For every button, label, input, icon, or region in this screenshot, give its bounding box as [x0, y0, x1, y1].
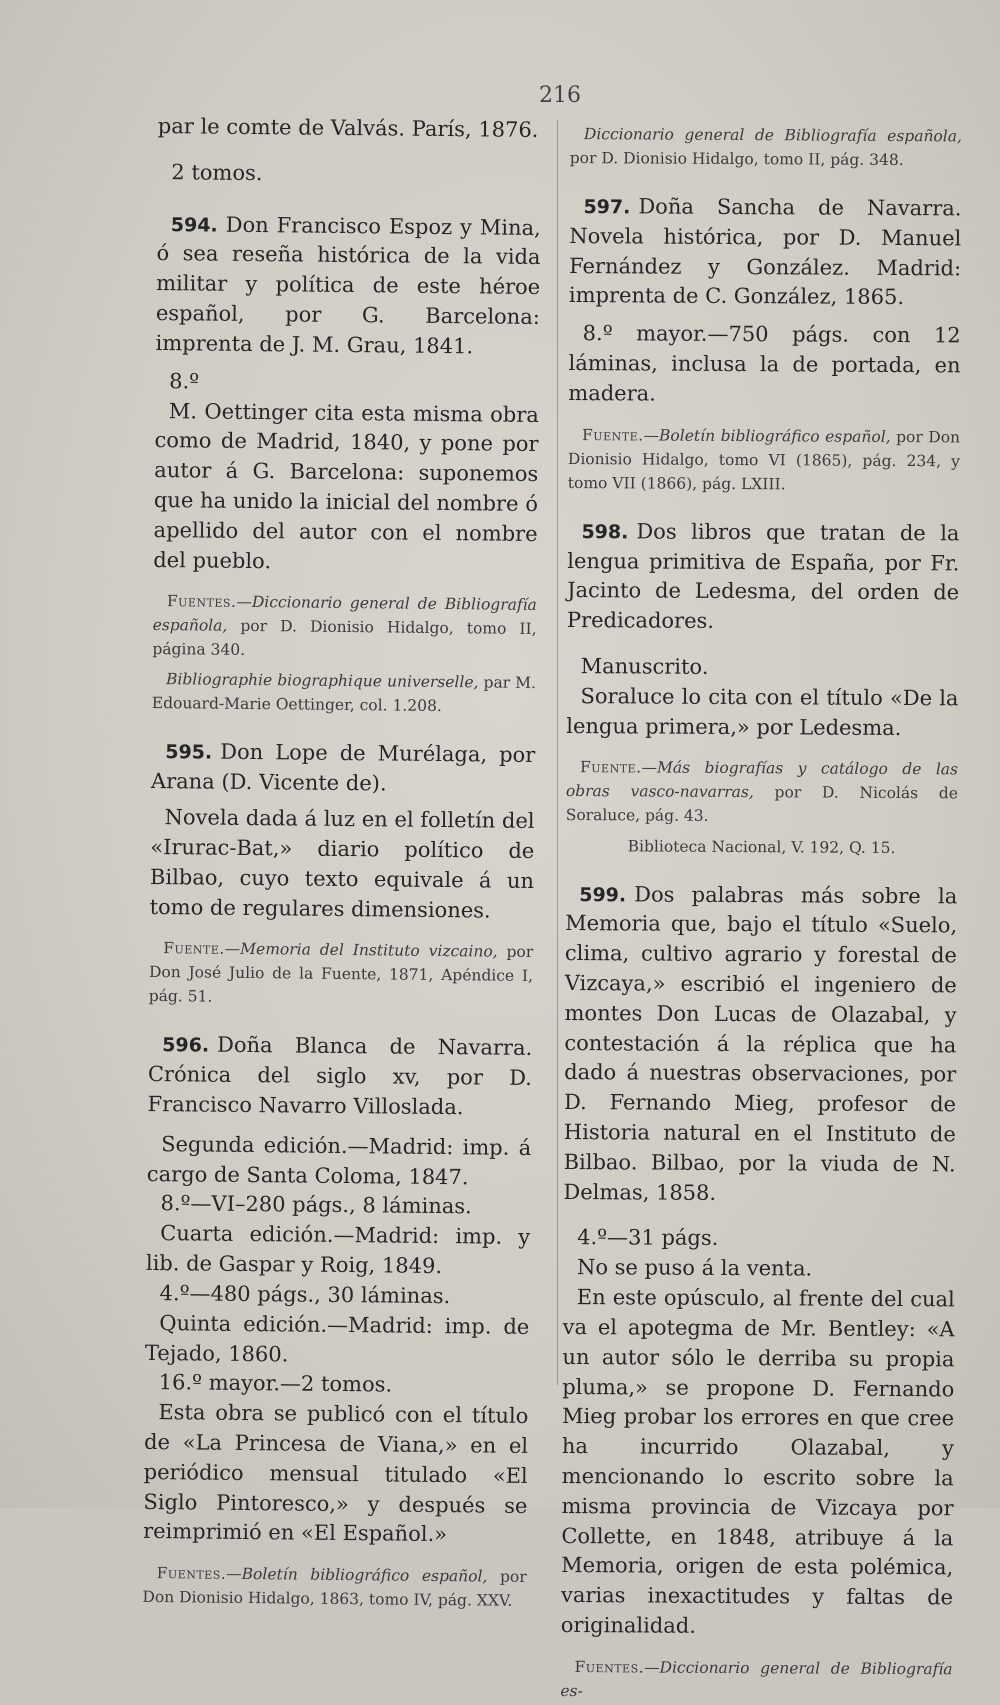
entry-format: 8.º: [169, 368, 200, 394]
source-title: Diccionario general de Bibliografía española,: [152, 593, 537, 636]
source-lead: Fuentes.: [156, 1564, 227, 1583]
source-rest: por D. Dionisio Hidalgo, tomo II, página 340.: [152, 617, 537, 660]
entry-format: 4.º—31 págs.: [577, 1225, 719, 1251]
source-rest: por Don Dionisio Hidalgo, 1863, tomo IV, pág. XXV.: [142, 1567, 527, 1610]
entry-source: Fuente.—Boletín bibliográfico español, por Don Dionisio Hidalgo, tomo VI (1865), pág. 234, y tomo VII (1866), pág. LXIII.: [567, 425, 961, 494]
entry-note: Soraluce lo cita con el título «De la lengua primera,» por Ledesma.: [566, 683, 959, 740]
source-lead: Fuente.: [582, 425, 644, 445]
entry-title: Doña Sancha de Navarra. Novela histórica, por D. Manuel Fernández y González. Madrid: imprenta de C. González, 1865.: [568, 194, 962, 310]
entry-number: 598.: [581, 520, 629, 544]
entry-source: Fuente.—Memoria del Instituto vizcaino, por Don José Julio de la Fuente, 1871, Apéndice I, pág. 51.: [148, 939, 534, 1006]
entry-number: 595.: [165, 741, 213, 765]
entry-number: 596.: [162, 1034, 210, 1057]
continued-source: [570, 122, 962, 172]
entry-note: En este opúsculo, al frente del cual va el apotegma de Mr. Bentley: «A un autor sólo le derriba su propia pluma,» se propone D. Fernando Mieg probar los errores en que cree ha incurrido Olazabal, y mencionando lo escrito sobre la misma provincia de Vizcaya por Collette, en 1848, atribuye á la Memoria, origen de esta polémica, varias inexactitudes y faltas de originalidad.: [560, 1285, 955, 1638]
page-number: 216: [539, 83, 581, 108]
entry-598: [566, 517, 960, 860]
entry-source-2: [152, 667, 536, 719]
entry-597: [568, 192, 962, 497]
entry-format: Manuscrito.: [580, 654, 709, 679]
source-lead: Fuentes.: [574, 1657, 645, 1677]
entry-format: 8.º mayor.—750 págs. con 12 láminas, inclusa la de portada, en madera.: [568, 321, 961, 406]
entry-title: Doña Blanca de Navarra. Crónica del siglo xv, por D. Francisco Navarro Villoslada.: [147, 1033, 533, 1120]
entry-note: No se puso á la venta.: [576, 1255, 813, 1281]
source-rest: por Don José Julio de la Fuente, 1871, Apéndice I, pág. 51.: [148, 942, 534, 1006]
right-column: [560, 122, 962, 1705]
entry-source: Fuentes.—Boletín bibliográfico español, por Don Dionisio Hidalgo, 1863, tomo IV, pág. XXV.: [142, 1564, 527, 1610]
entry-note: Novela dada á luz en el folletín del «Irurac-Bat,» diario político de Bilbao, cuyo texto equivale á un tomo de regulares dimensiones.: [149, 805, 535, 923]
entry-number: 599.: [579, 883, 627, 906]
entry-number: 594.: [170, 213, 218, 237]
source-lead: Fuente.: [163, 939, 225, 959]
entry-source: Fuentes.—Diccionario general de Bibliografía española, por D. Dionisio Hidalgo, tomo II, página 340.: [152, 592, 537, 660]
source-title: Bibliographie biographique universelle,: [165, 670, 479, 692]
entry-596: [142, 1030, 532, 1613]
entry-title: Dos libros que tratan de la lengua primitiva de España, por Fr. Jacinto de Ledesma, del orden de Predicadores.: [566, 519, 960, 634]
entry-title: Don Francisco Espoz y Mina, ó sea reseña histórica de la vida militar y política de este héroe español, por G. Barcelona: imprenta de J. M. Grau, 1841.: [155, 212, 541, 359]
source-title: Memoria del Instituto vizcaino,: [240, 940, 498, 961]
entry-599: [560, 880, 957, 1705]
entry-title: Don Lope de Murélaga, por Arana (D. Vicente de).: [150, 740, 536, 796]
edition-line: 8.º—VI–280 págs., 8 láminas.: [160, 1191, 472, 1219]
edition-line: 16.º mayor.—2 tomos.: [158, 1370, 393, 1397]
source-rest: por Don Dionisio Hidalgo, tomo VI (1865), pág. 234, y tomo VII (1866), pág. LXIII.: [567, 427, 961, 494]
source-rest: por D. Nicolás de Soraluce, pág. 43.: [565, 783, 958, 826]
edition-line: Cuarta edición.—Madrid: imp. y lib. de Gaspar y Roig, 1849.: [145, 1221, 531, 1279]
source-title: Más biografías y catálogo de las obras vasco-navarras,: [565, 758, 959, 802]
entry-note: M. Oettinger cita esta misma obra como de Madrid, 1840, y pone por autor á G. Barcelona: suponemos que ha unido la inicial del nombre ó apellido del autor con el nombre del pueblo.: [153, 398, 539, 573]
source-title: Diccionario general de Bibliografía es-: [560, 1658, 953, 1700]
entry-595: [149, 737, 536, 1012]
column-divider: [557, 120, 558, 1385]
source-lead: Fuente.: [580, 758, 642, 777]
library-shelfmark: Biblioteca Nacional, V. 192, Q. 15.: [627, 836, 896, 857]
edition-line: Segunda edición.—Madrid: imp. á cargo de Santa Coloma, 1847.: [146, 1131, 532, 1189]
entry-594: [152, 210, 541, 720]
source-lead: Fuentes.: [166, 592, 237, 612]
left-column: [142, 112, 542, 1613]
intro-line-2: 2 tomos.: [171, 159, 263, 185]
source-rest: por D. Dionisio Hidalgo, tomo II, pág. 348.: [569, 149, 904, 170]
source-title: Boletín bibliográfico español,: [659, 426, 891, 446]
edition-line: Quinta edición.—Madrid: imp. de Tejado, 1860.: [144, 1310, 530, 1366]
entry-title: Dos palabras más sobre la Memoria que, bajo el título «Suelo, clima, cultivo agrario y forestal de Vizcaya,» escribió el ingeniero de montes Don Lucas de Olazabal, y contestación á la réplica que ha dado á nuestras observaciones, por D. Fernando Mieg, profesor de Historia natural en el Instituto de Bilbao. Bilbao, por la viuda de N. Delmas, 1858.: [563, 881, 958, 1205]
entry-source: Fuentes.—Diccionario general de Bibliografía es-: [560, 1657, 953, 1700]
entry-number: 597.: [583, 196, 631, 219]
source-title: Boletín bibliográfico español,: [241, 1565, 488, 1586]
edition-line: 4.º—480 págs., 30 láminas.: [159, 1280, 451, 1308]
source-title: Diccionario general de Bibliografía española,: [583, 125, 962, 146]
intro-line-1: par le comte de Valvás. París, 1876.: [157, 113, 539, 142]
entry-source: Fuente.—Más biografías y catálogo de las obras vasco-navarras, por D. Nicolás de Soraluce, pág. 43.: [565, 758, 959, 826]
entry-note: Esta obra se publicó con el título de «La Princesa de Viana,» en el periódico mensual titulado «El Siglo Pintoresco,» y después se reimprimió en «El Español.»: [143, 1400, 529, 1547]
source-rest: par M. Edouard-Marie Oettinger, col. 1.208.: [151, 673, 537, 716]
